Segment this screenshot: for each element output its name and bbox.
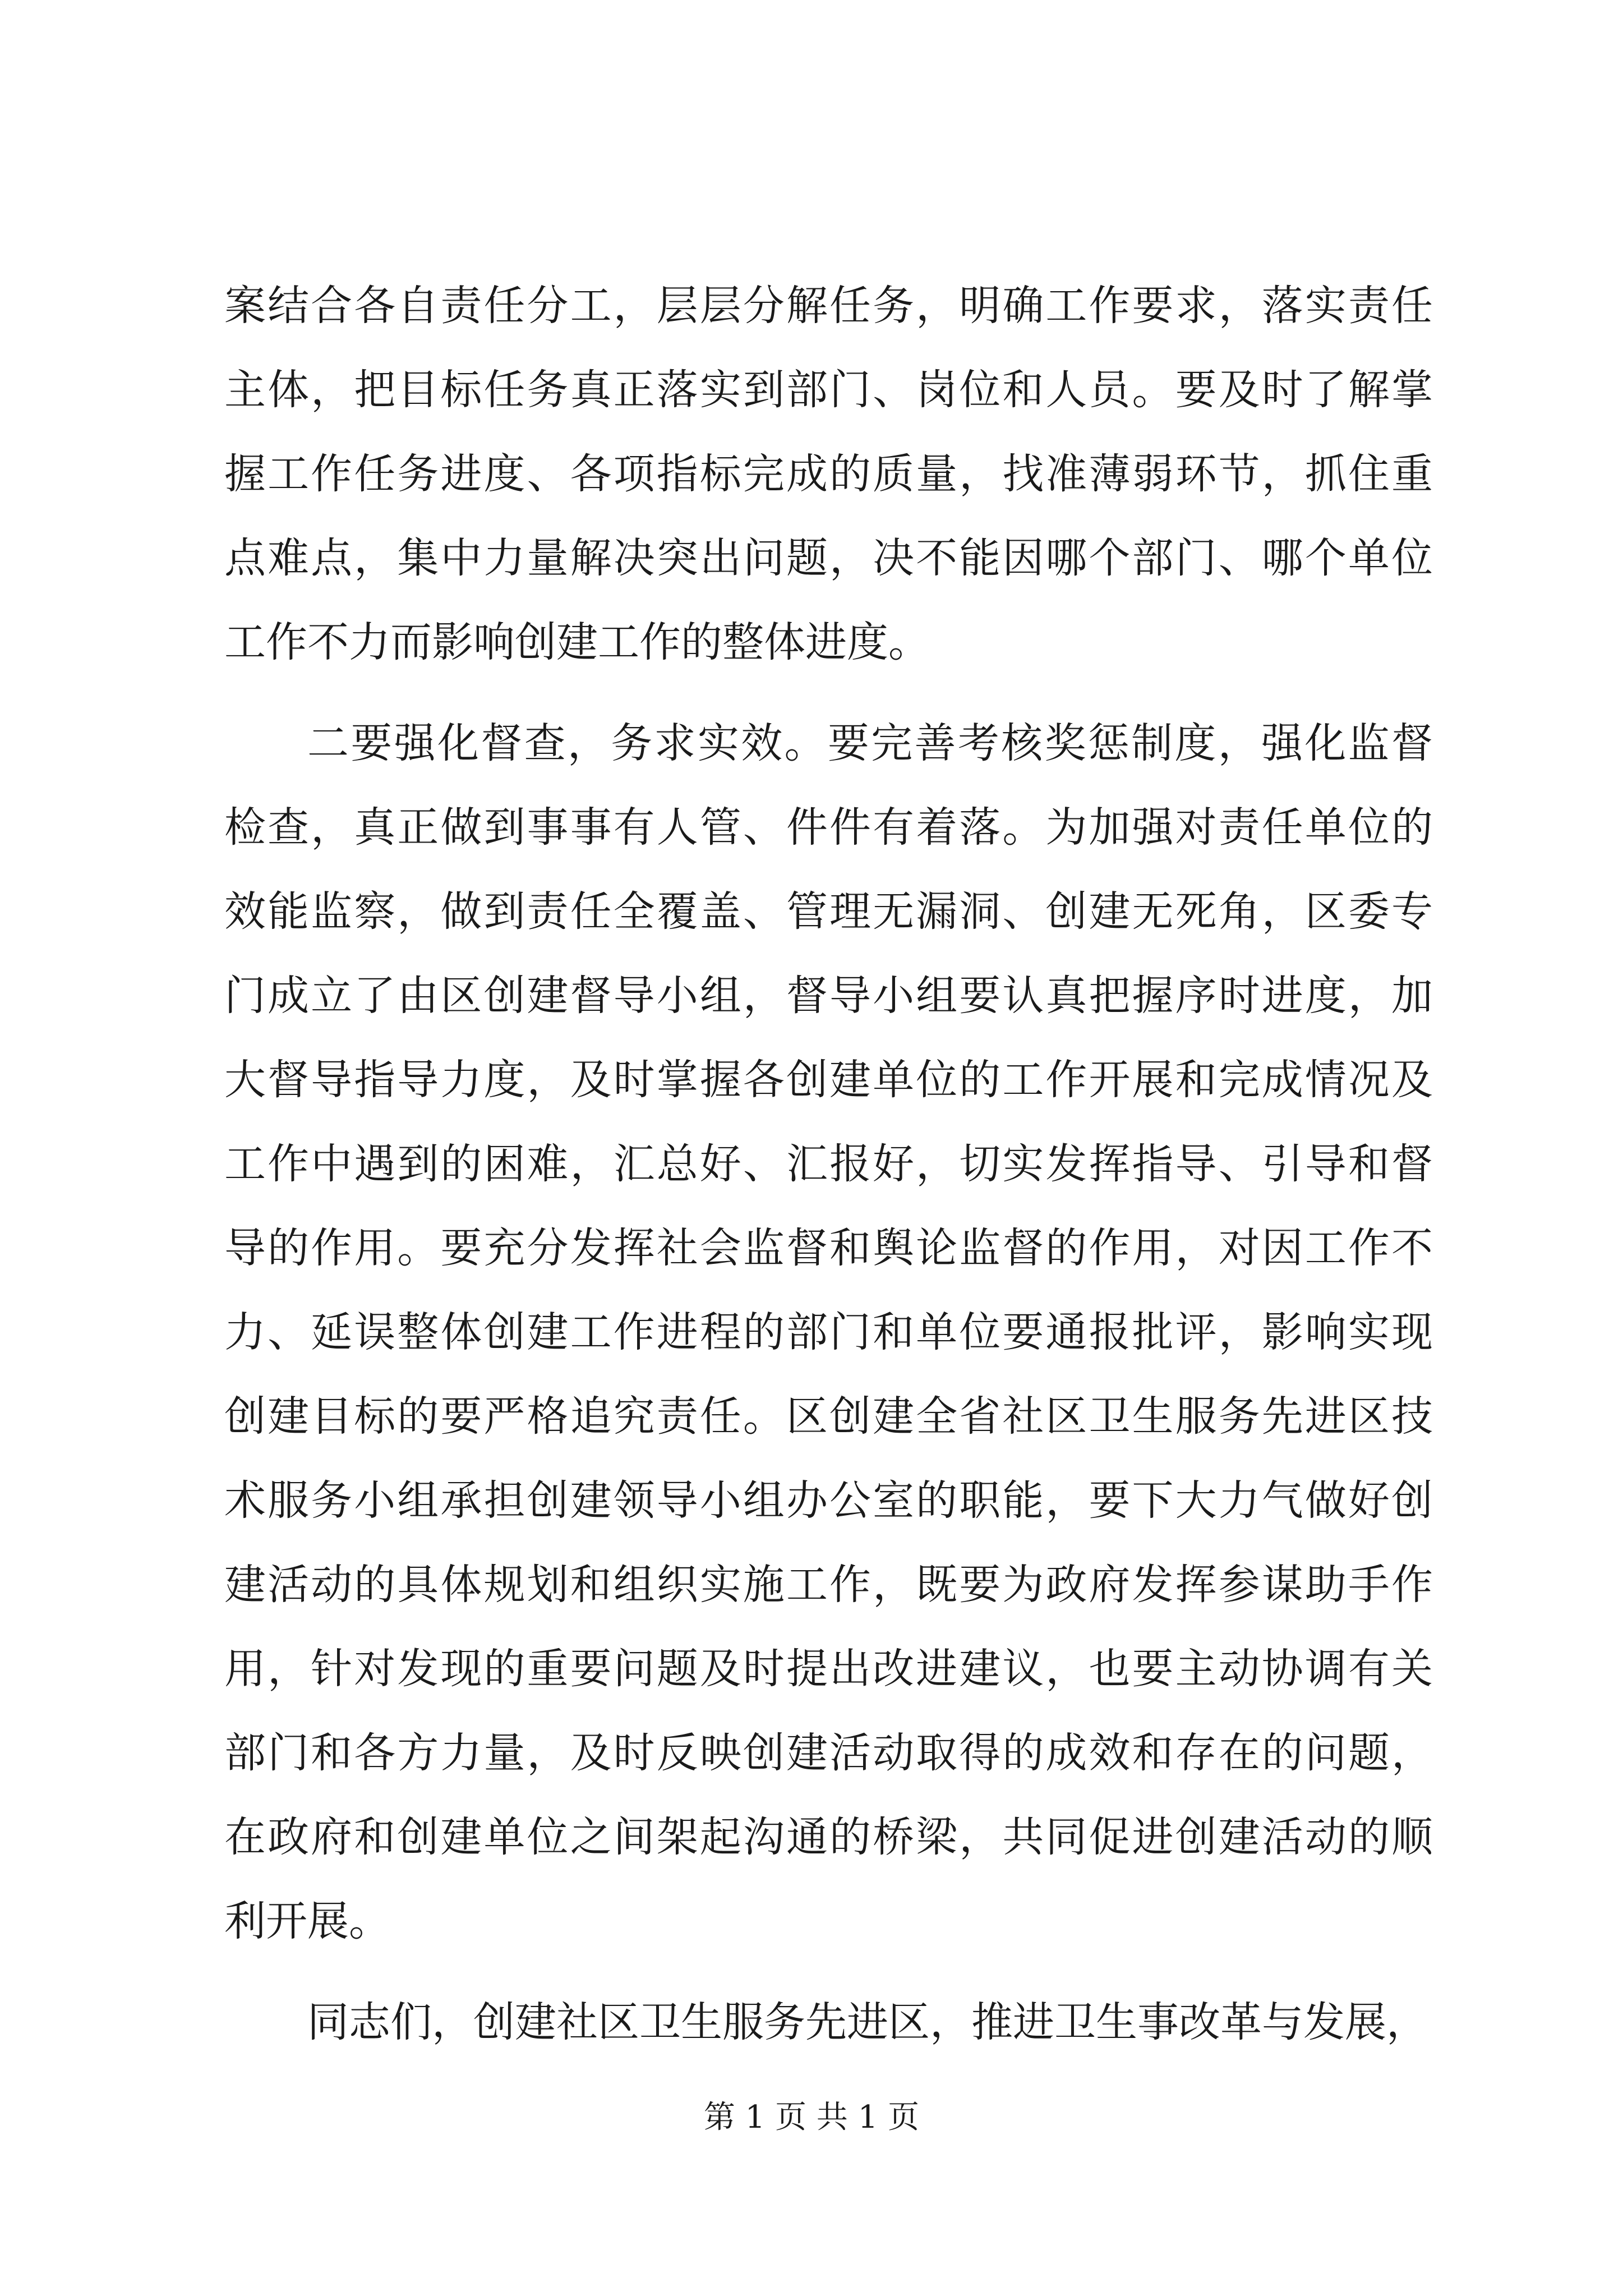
paragraph-gap [224,1963,1433,1980]
text-line: 检查，真正做到事事有人管、件件有着落。为加强对责任单位的 [224,803,1433,852]
text-line: 创建目标的要严格追究责任。区创建全省社区卫生服务先进区技 [224,1392,1433,1441]
text-line: 导的作用。要充分发挥社会监督和舆论监督的作用，对因工作不 [224,1224,1433,1272]
text-line: 工作中遇到的困难，汇总好、汇报好，切实发挥指导、引导和督 [224,1140,1433,1188]
text-line: 案结合各自责任分工，层层分解任务，明确工作要求，落实责任 [224,282,1433,330]
paragraph-gap [224,684,1433,701]
text-line: 同志们，创建社区卫生服务先进区，推进卫生事改革与发展， [307,1998,1428,2046]
page-footer: 第 1 页 共 1 页 [703,2099,920,2136]
text-line: 效能监察，做到责任全覆盖、管理无漏洞、创建无死角，区委专 [224,887,1433,936]
text-line: 部门和各方力量，及时反映创建活动取得的成效和存在的问题， [224,1729,1433,1777]
text-line: 建活动的具体规划和组织实施工作，既要为政府发挥参谋助手作 [224,1561,1433,1609]
text-line: 二要强化督查，务求实效。要完善考核奖惩制度，强化监督 [307,719,1433,767]
text-line: 工作不力而影响创建工作的整体进度。 [224,618,930,666]
text-line: 利开展。 [224,1897,390,1945]
text-line: 点难点，集中力量解决突出问题，决不能因哪个部门、哪个单位 [224,534,1433,582]
paragraph-p2 [224,701,1433,1963]
text-line: 大督导指导力度，及时掌握各创建单位的工作开展和完成情况及 [224,1056,1433,1104]
paragraph-p3 [224,1980,1433,2064]
text-line: 用，针对发现的重要问题及时提出改进建议，也要主动协调有关 [224,1645,1433,1693]
text-line: 门成立了由区创建督导小组，督导小组要认真把握序时进度，加 [224,972,1433,1020]
document-body [224,264,1433,2064]
paragraph-p1 [224,264,1433,684]
text-line: 在政府和创建单位之间架起沟通的桥梁，共同促进创建活动的顺 [224,1813,1433,1861]
text-line: 术服务小组承担创建领导小组办公室的职能，要下大力气做好创 [224,1476,1433,1525]
text-line: 主体，把目标任务真正落实到部门、岗位和人员。要及时了解掌 [224,366,1433,414]
text-line: 握工作任务进度、各项指标完成的质量，找准薄弱环节，抓住重 [224,450,1433,498]
text-line: 力、延误整体创建工作进程的部门和单位要通报批评，影响实现 [224,1308,1433,1356]
